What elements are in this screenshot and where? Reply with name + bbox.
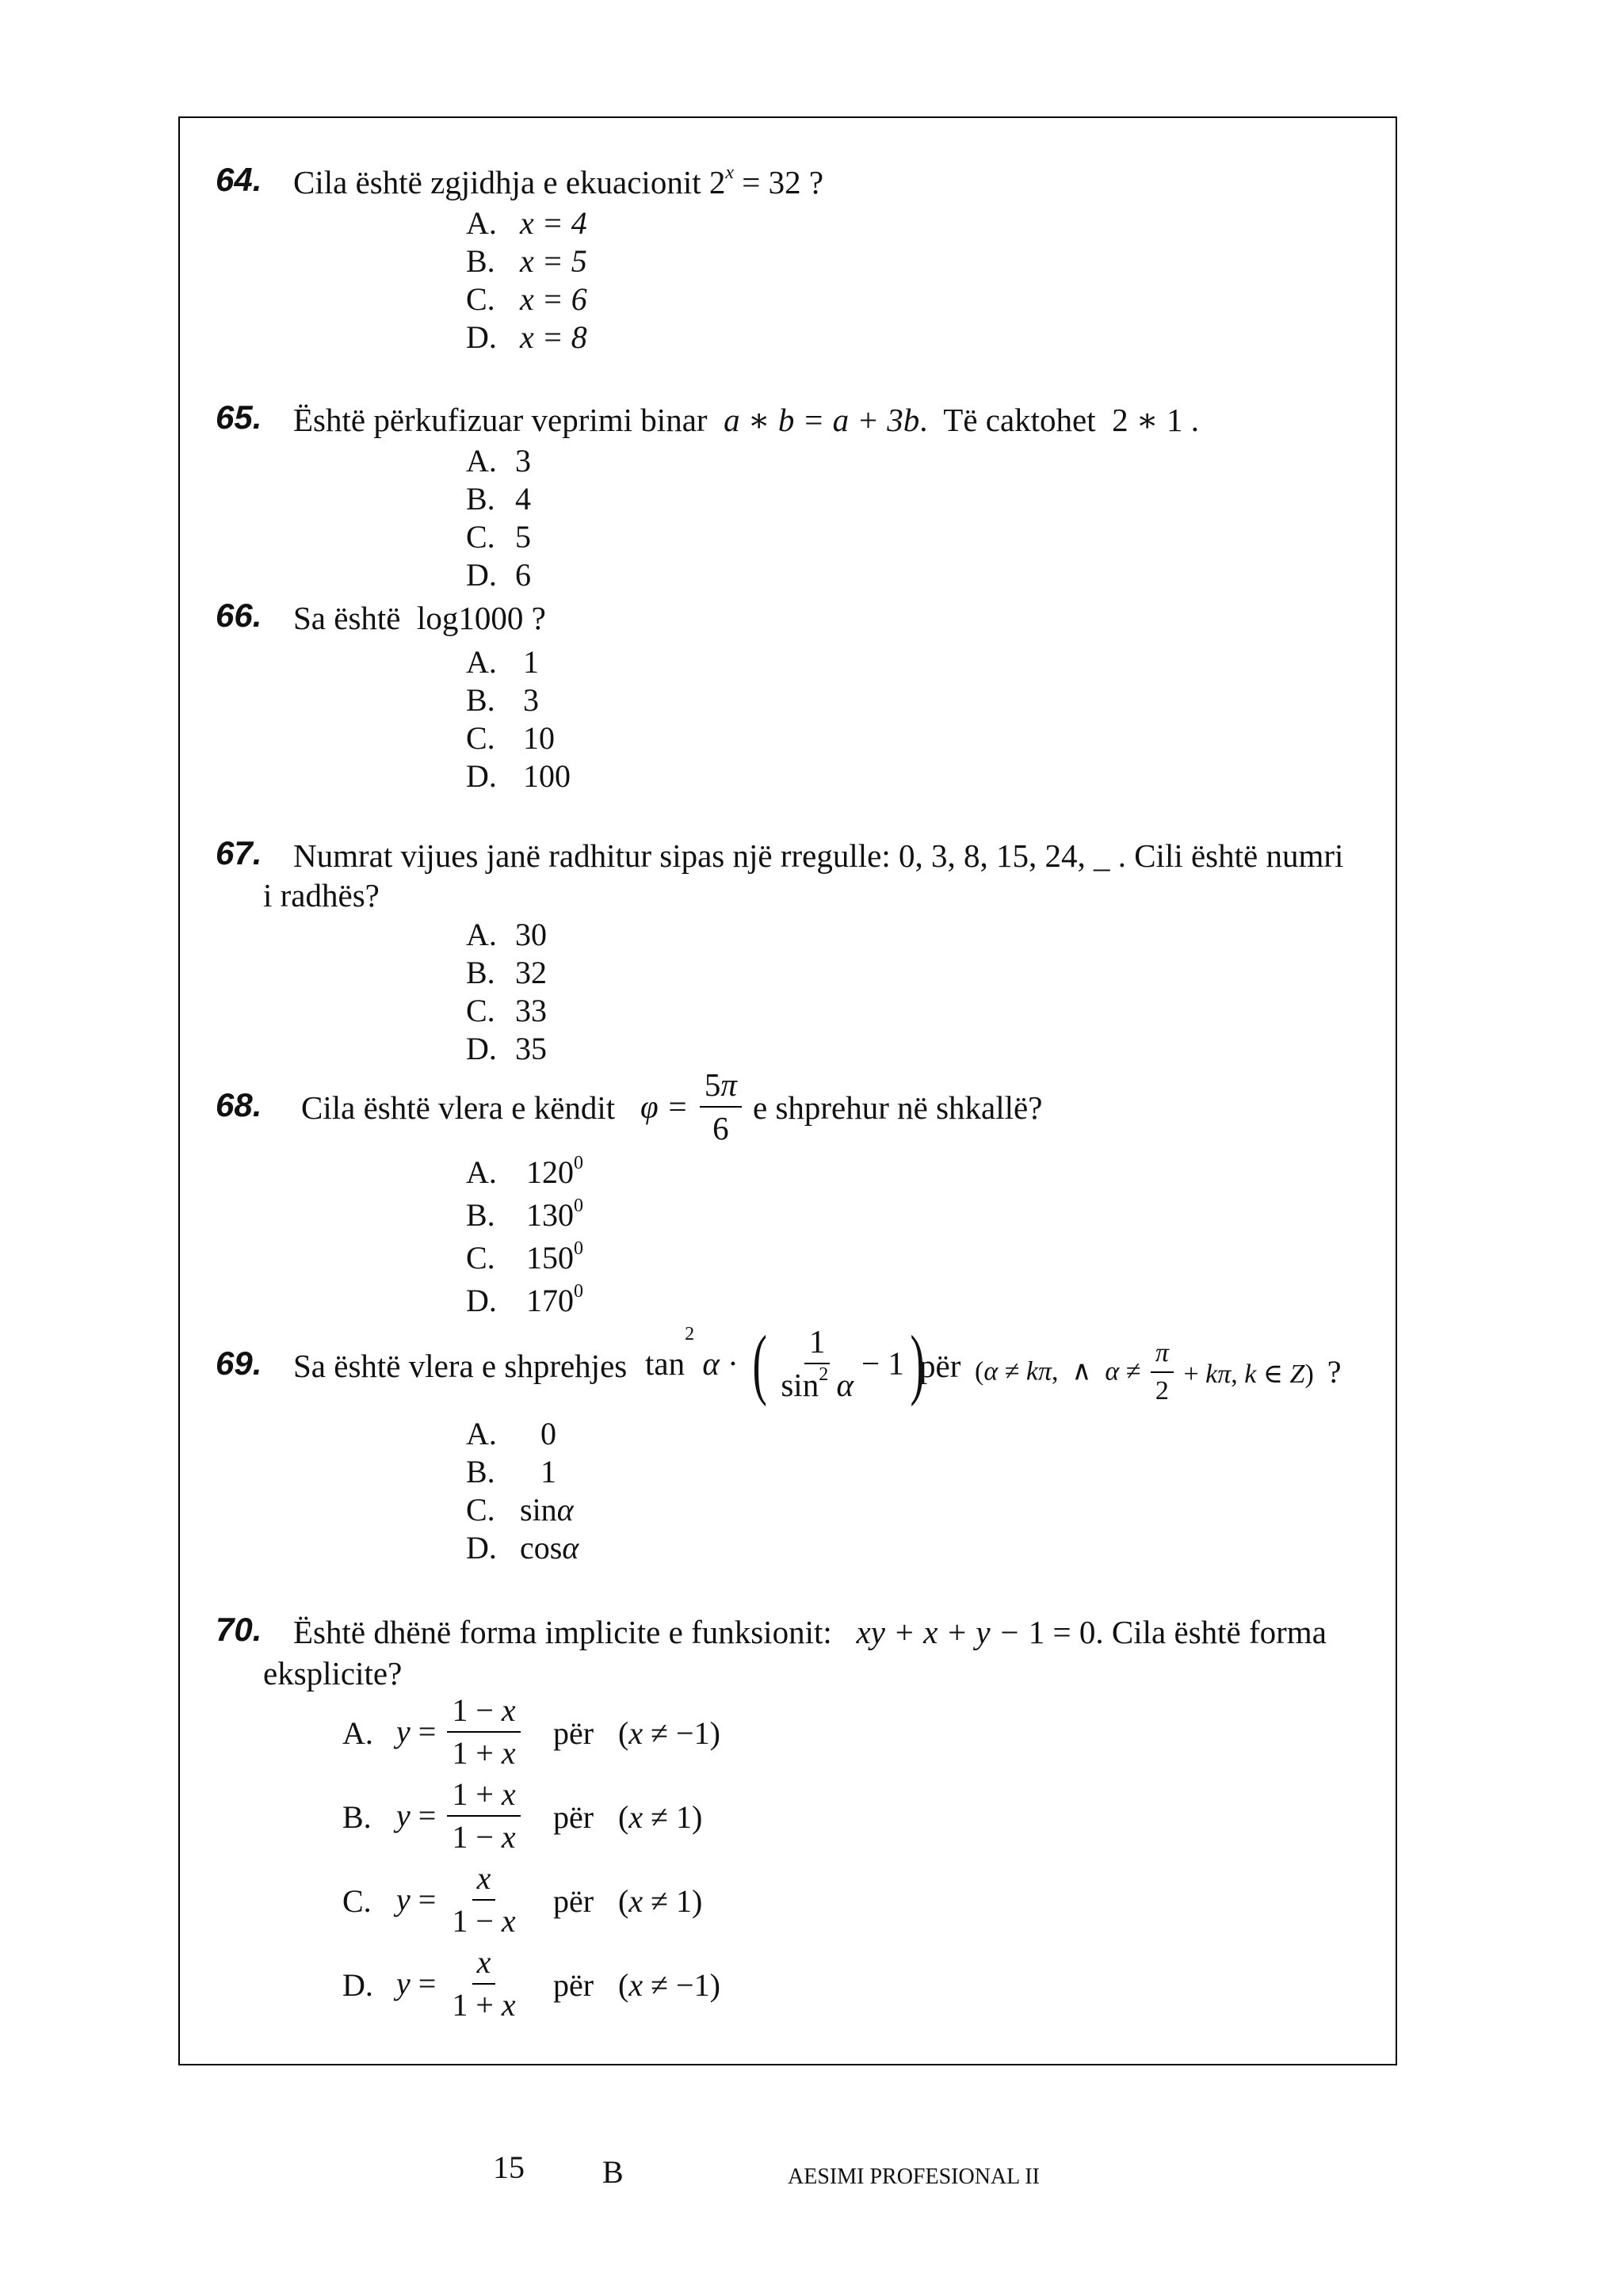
question-prompt-cont: . Cila është forma [1095, 1614, 1327, 1650]
option-label: D. [466, 1031, 497, 1066]
question-expression: log1000 ? [417, 600, 546, 636]
condition-label: për [553, 1967, 594, 2003]
option-label: B. [342, 1799, 372, 1835]
question-number: 69. [216, 1344, 262, 1382]
option-label: C. [342, 1883, 372, 1919]
condition-label: për [553, 1715, 594, 1751]
option-label: A. [466, 1416, 497, 1451]
condition-label: për [919, 1348, 961, 1384]
option-label: C. [466, 993, 495, 1028]
question-prompt: Është dhënë forma implicite e funksionit: [293, 1614, 832, 1650]
angle-formula: φ = $\frac{5\pi}{6}$ [640, 1068, 745, 1146]
option-label: D. [466, 557, 497, 593]
option-label: A. [466, 644, 497, 680]
option-value: 100 [523, 758, 571, 794]
condition-label: për [553, 1883, 594, 1919]
option-value: 35 [515, 1031, 547, 1066]
option-value: $130^0$ [526, 1196, 583, 1233]
option-value: 10 [523, 720, 555, 756]
option-value: 32 [515, 955, 547, 990]
option-label: D. [342, 1967, 373, 2003]
option-label: D. [466, 758, 497, 794]
option-label: A. [342, 1715, 373, 1751]
option-label: C. [466, 1240, 495, 1276]
question-number: 70. [216, 1611, 262, 1648]
option-label: C. [466, 519, 495, 555]
condition-formula: (x ≠ 1) [618, 1883, 703, 1919]
option-value: $120^0$ [526, 1153, 583, 1190]
option-value: 3 [515, 443, 531, 479]
option-value: x = 4 [520, 205, 587, 241]
option-label: C. [466, 1492, 495, 1527]
option-value: 1 [523, 644, 539, 680]
option-value: 30 [515, 917, 547, 952]
option-label: D. [466, 1283, 497, 1318]
question-prompt: Sa është [293, 600, 401, 636]
question-number: 65. [216, 399, 262, 436]
option-value: $170^0$ [526, 1281, 583, 1318]
option-value: 5 [515, 519, 531, 555]
option-value: cosα [520, 1530, 579, 1566]
option-label: C. [466, 720, 495, 756]
question-prompt: Cila është vlera e këndit [301, 1089, 616, 1126]
option-formula: y = $\frac{x}{1 + x}$ [396, 1944, 516, 2023]
question-text: Numrat vijues janë radhitur sipas një rregulle: 0, 3, 8, 15, 24, _ . Cili është numri [293, 837, 1344, 874]
option-value: sinα [520, 1492, 574, 1527]
option-label: B. [466, 682, 495, 718]
question-prompt: Sa është vlera e shprehjes [293, 1348, 628, 1384]
footer-title: AESIMI PROFESIONAL II [788, 2164, 1040, 2189]
question-text: Cila është zgjidhja e ekuacionit $2^x = 32$ ? [293, 162, 824, 200]
condition-formula: (x ≠ 1) [618, 1799, 703, 1835]
option-label: B. [466, 243, 495, 279]
condition-formula: (x ≠ −1) [618, 1967, 720, 2003]
question-number: 66. [216, 597, 262, 634]
question-text [293, 602, 546, 635]
question-prompt-cont: e shprehur në shkallë? [753, 1089, 1043, 1126]
option-label: B. [466, 1454, 495, 1489]
option-formula: y = $\frac{1 - x}{1 + x}$ [396, 1694, 524, 1770]
option-value: x = 8 [520, 319, 587, 355]
question-number: 64. [216, 161, 262, 198]
option-value: 0 [540, 1416, 556, 1451]
condition-formula: (x ≠ −1) [618, 1715, 720, 1751]
option-label: B. [466, 1197, 495, 1233]
option-label: A. [466, 205, 497, 241]
condition-label: për [553, 1799, 594, 1835]
option-label: A. [466, 1154, 497, 1190]
question-number: 68. [216, 1086, 262, 1123]
question-text: Është dhënë forma implicite e funksionit: xy + x + y − 1 = 0. Cila është forma [293, 1614, 1327, 1650]
question-prompt: Cila është zgjidhja e ekuacionit [293, 164, 701, 200]
option-label: A. [466, 917, 497, 952]
option-label: A. [466, 443, 497, 479]
question-prompt: Është përkufizuar veprimi binar [293, 402, 708, 438]
question-text: Është përkufizuar veprimi binar a ∗ b = a + 3b. Të caktohet 2 ∗ 1 . [293, 402, 1200, 438]
option-label: B. [466, 481, 495, 517]
option-value: 1 [540, 1454, 556, 1489]
question-text-cont: i radhës? [263, 877, 380, 913]
question-number: 67. [216, 834, 262, 871]
option-label: B. [466, 955, 495, 990]
option-formula: y = $\frac{1 + x}{1 - x}$ [396, 1778, 524, 1854]
option-value: 3 [523, 682, 539, 718]
page-number: 15 [493, 2149, 525, 2185]
option-formula: y = $\frac{x}{1 - x}$ [396, 1860, 516, 1939]
option-value: 4 [515, 481, 531, 517]
option-value: $150^0$ [526, 1238, 583, 1276]
option-value: 33 [515, 993, 547, 1028]
option-value: 6 [515, 557, 531, 593]
question-prompt-cont: Të caktohet [943, 402, 1096, 438]
option-label: D. [466, 1530, 497, 1566]
option-label: D. [466, 319, 497, 355]
question-text-cont: eksplicite? [263, 1655, 403, 1691]
expression-formula: $\tan^2 \alpha$ · ( $\frac{1}{\sin^2 \alpha}$ − 1) [645, 1319, 925, 1408]
test-variant: B [602, 2154, 624, 2190]
option-label: C. [466, 281, 495, 317]
option-value: x = 6 [520, 281, 587, 317]
option-value: x = 5 [520, 243, 587, 279]
condition-formula: (α ≠ kπ, ∧ α ≠ $\frac{\pi}{2}$ + kπ, k ∈ Z) ? [975, 1338, 1342, 1405]
